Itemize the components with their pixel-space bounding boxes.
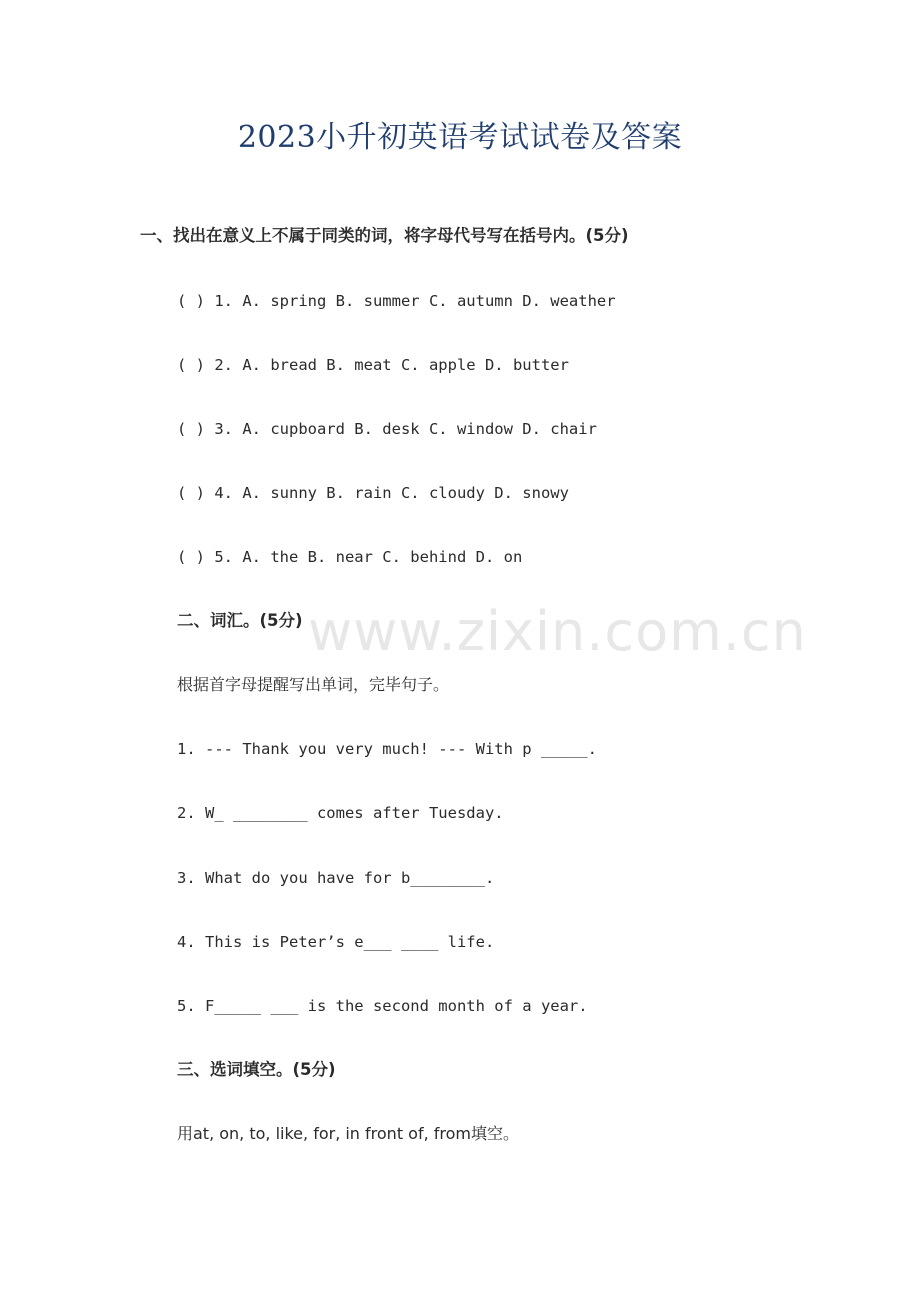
section-2-instruction: 根据首字母提醒写出单词，完毕句子。 (177, 675, 450, 694)
vocab-item: 4. This is Peter’s e___ ____ life. (177, 933, 495, 951)
vocab-item: 1. --- Thank you very much! --- With p _____. (177, 740, 597, 758)
vocab-item: 3. What do you have for b________. (177, 869, 495, 887)
section-2-heading: 二、词汇。(5分) (177, 611, 303, 630)
question-item: ( ) 5. A. the B. near C. behind D. on (177, 548, 523, 566)
question-item: ( ) 3. A. cupboard B. desk C. window D. chair (177, 420, 597, 438)
question-item: ( ) 2. A. bread B. meat C. apple D. butter (177, 356, 569, 374)
vocab-item: 2. W_ ________ comes after Tuesday. (177, 804, 504, 822)
section-3-instruction: 用at, on, to, like, for, in front of, from填空。 (177, 1124, 520, 1143)
section-3-heading: 三、选词填空。(5分) (177, 1060, 336, 1079)
question-item: ( ) 4. A. sunny B. rain C. cloudy D. snowy (177, 484, 569, 502)
question-item: ( ) 1. A. spring B. summer C. autumn D. weather (177, 292, 616, 310)
watermark: www.zixin.com.cn (308, 600, 807, 663)
vocab-item: 5. F_____ ___ is the second month of a year. (177, 997, 588, 1015)
section-1-heading: 一、找出在意义上不属于同类的词，将字母代号写在括号内。(5分) (140, 226, 629, 245)
document-title: 2023小升初英语考试试卷及答案 (237, 120, 683, 155)
